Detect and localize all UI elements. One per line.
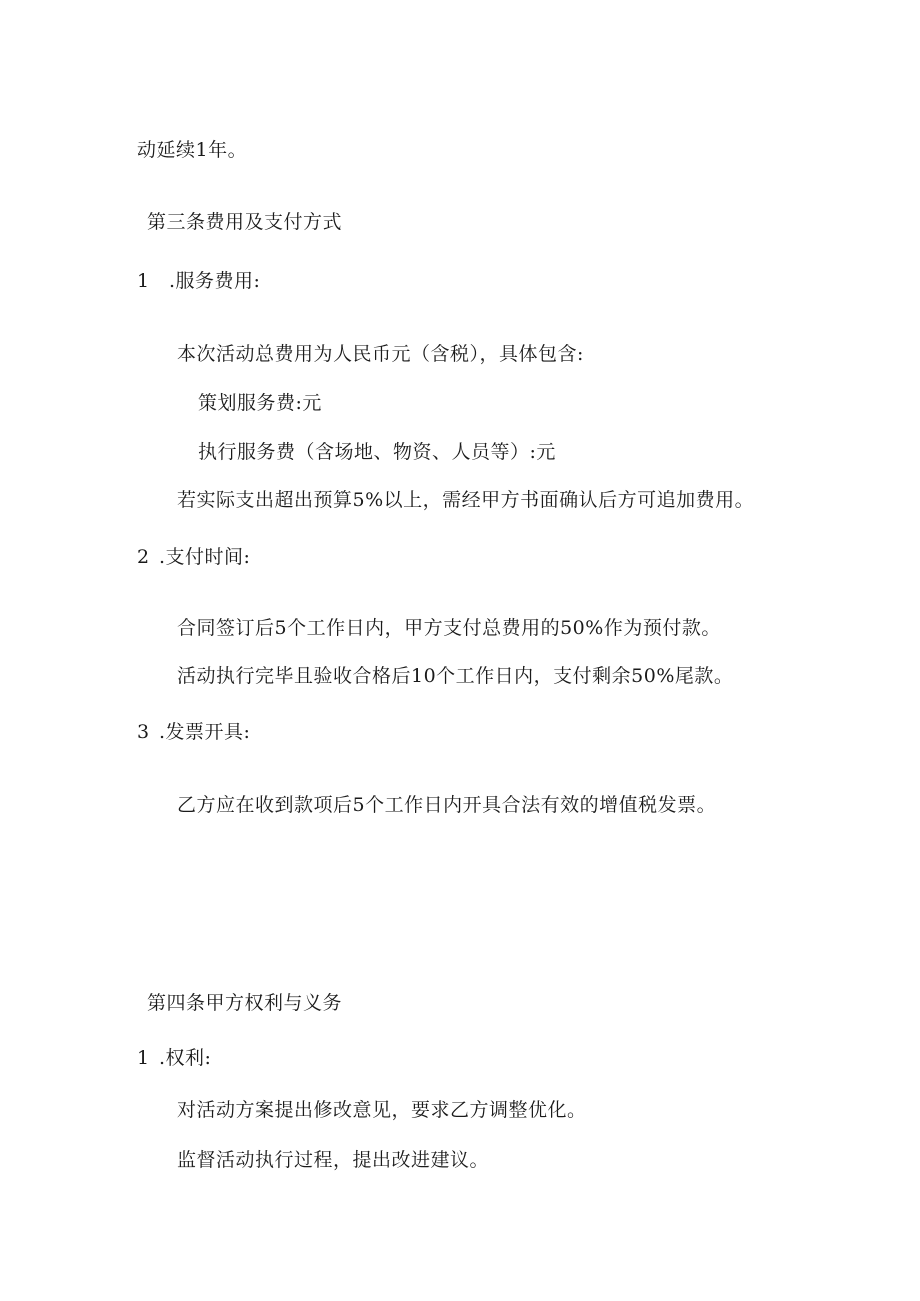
item-label: .服务费用:: [169, 270, 261, 292]
article4-item1-heading: [137, 1046, 211, 1070]
invoice-text: 乙方应在收到款项后5个工作日内开具合法有效的增值税发票。: [177, 794, 717, 816]
item-number: 3: [137, 721, 150, 743]
item-label: .权利:: [159, 1047, 212, 1069]
modify-right-text: 对活动方案提出修改意见，要求乙方调整优化。: [177, 1099, 587, 1121]
article3-heading: 第三条费用及支付方式: [147, 211, 343, 233]
article3-item3-heading: [137, 720, 250, 744]
item-number: 1: [137, 270, 150, 292]
article4-heading: 第四条甲方权利与义务: [147, 992, 343, 1014]
planning-fee-text: 策划服务费:元: [198, 392, 322, 414]
item-number: 1: [137, 1047, 150, 1069]
item-label: .支付时间:: [159, 546, 251, 568]
balance-payment-text: 活动执行完毕且验收合格后10个工作日内，支付剩余50%尾款。: [177, 665, 734, 687]
execution-fee-text: 执行服务费（含场地、物资、人员等）:元: [198, 441, 556, 463]
article3-item2-heading: [137, 545, 250, 569]
continuation-text: 动延续1年。: [137, 139, 248, 161]
overrun-text: 若实际支出超出预算5%以上，需经甲方书面确认后方可追加费用。: [177, 489, 755, 511]
item-label: .发票开具:: [159, 721, 251, 743]
item-number: 2: [137, 546, 150, 568]
total-fee-text: 本次活动总费用为人民币元（含税），具体包含:: [177, 343, 584, 365]
article3-item1-heading: [137, 269, 260, 293]
supervise-right-text: 监督活动执行过程，提出改进建议。: [177, 1149, 490, 1171]
advance-payment-text: 合同签订后5个工作日内，甲方支付总费用的50%作为预付款。: [177, 617, 721, 639]
